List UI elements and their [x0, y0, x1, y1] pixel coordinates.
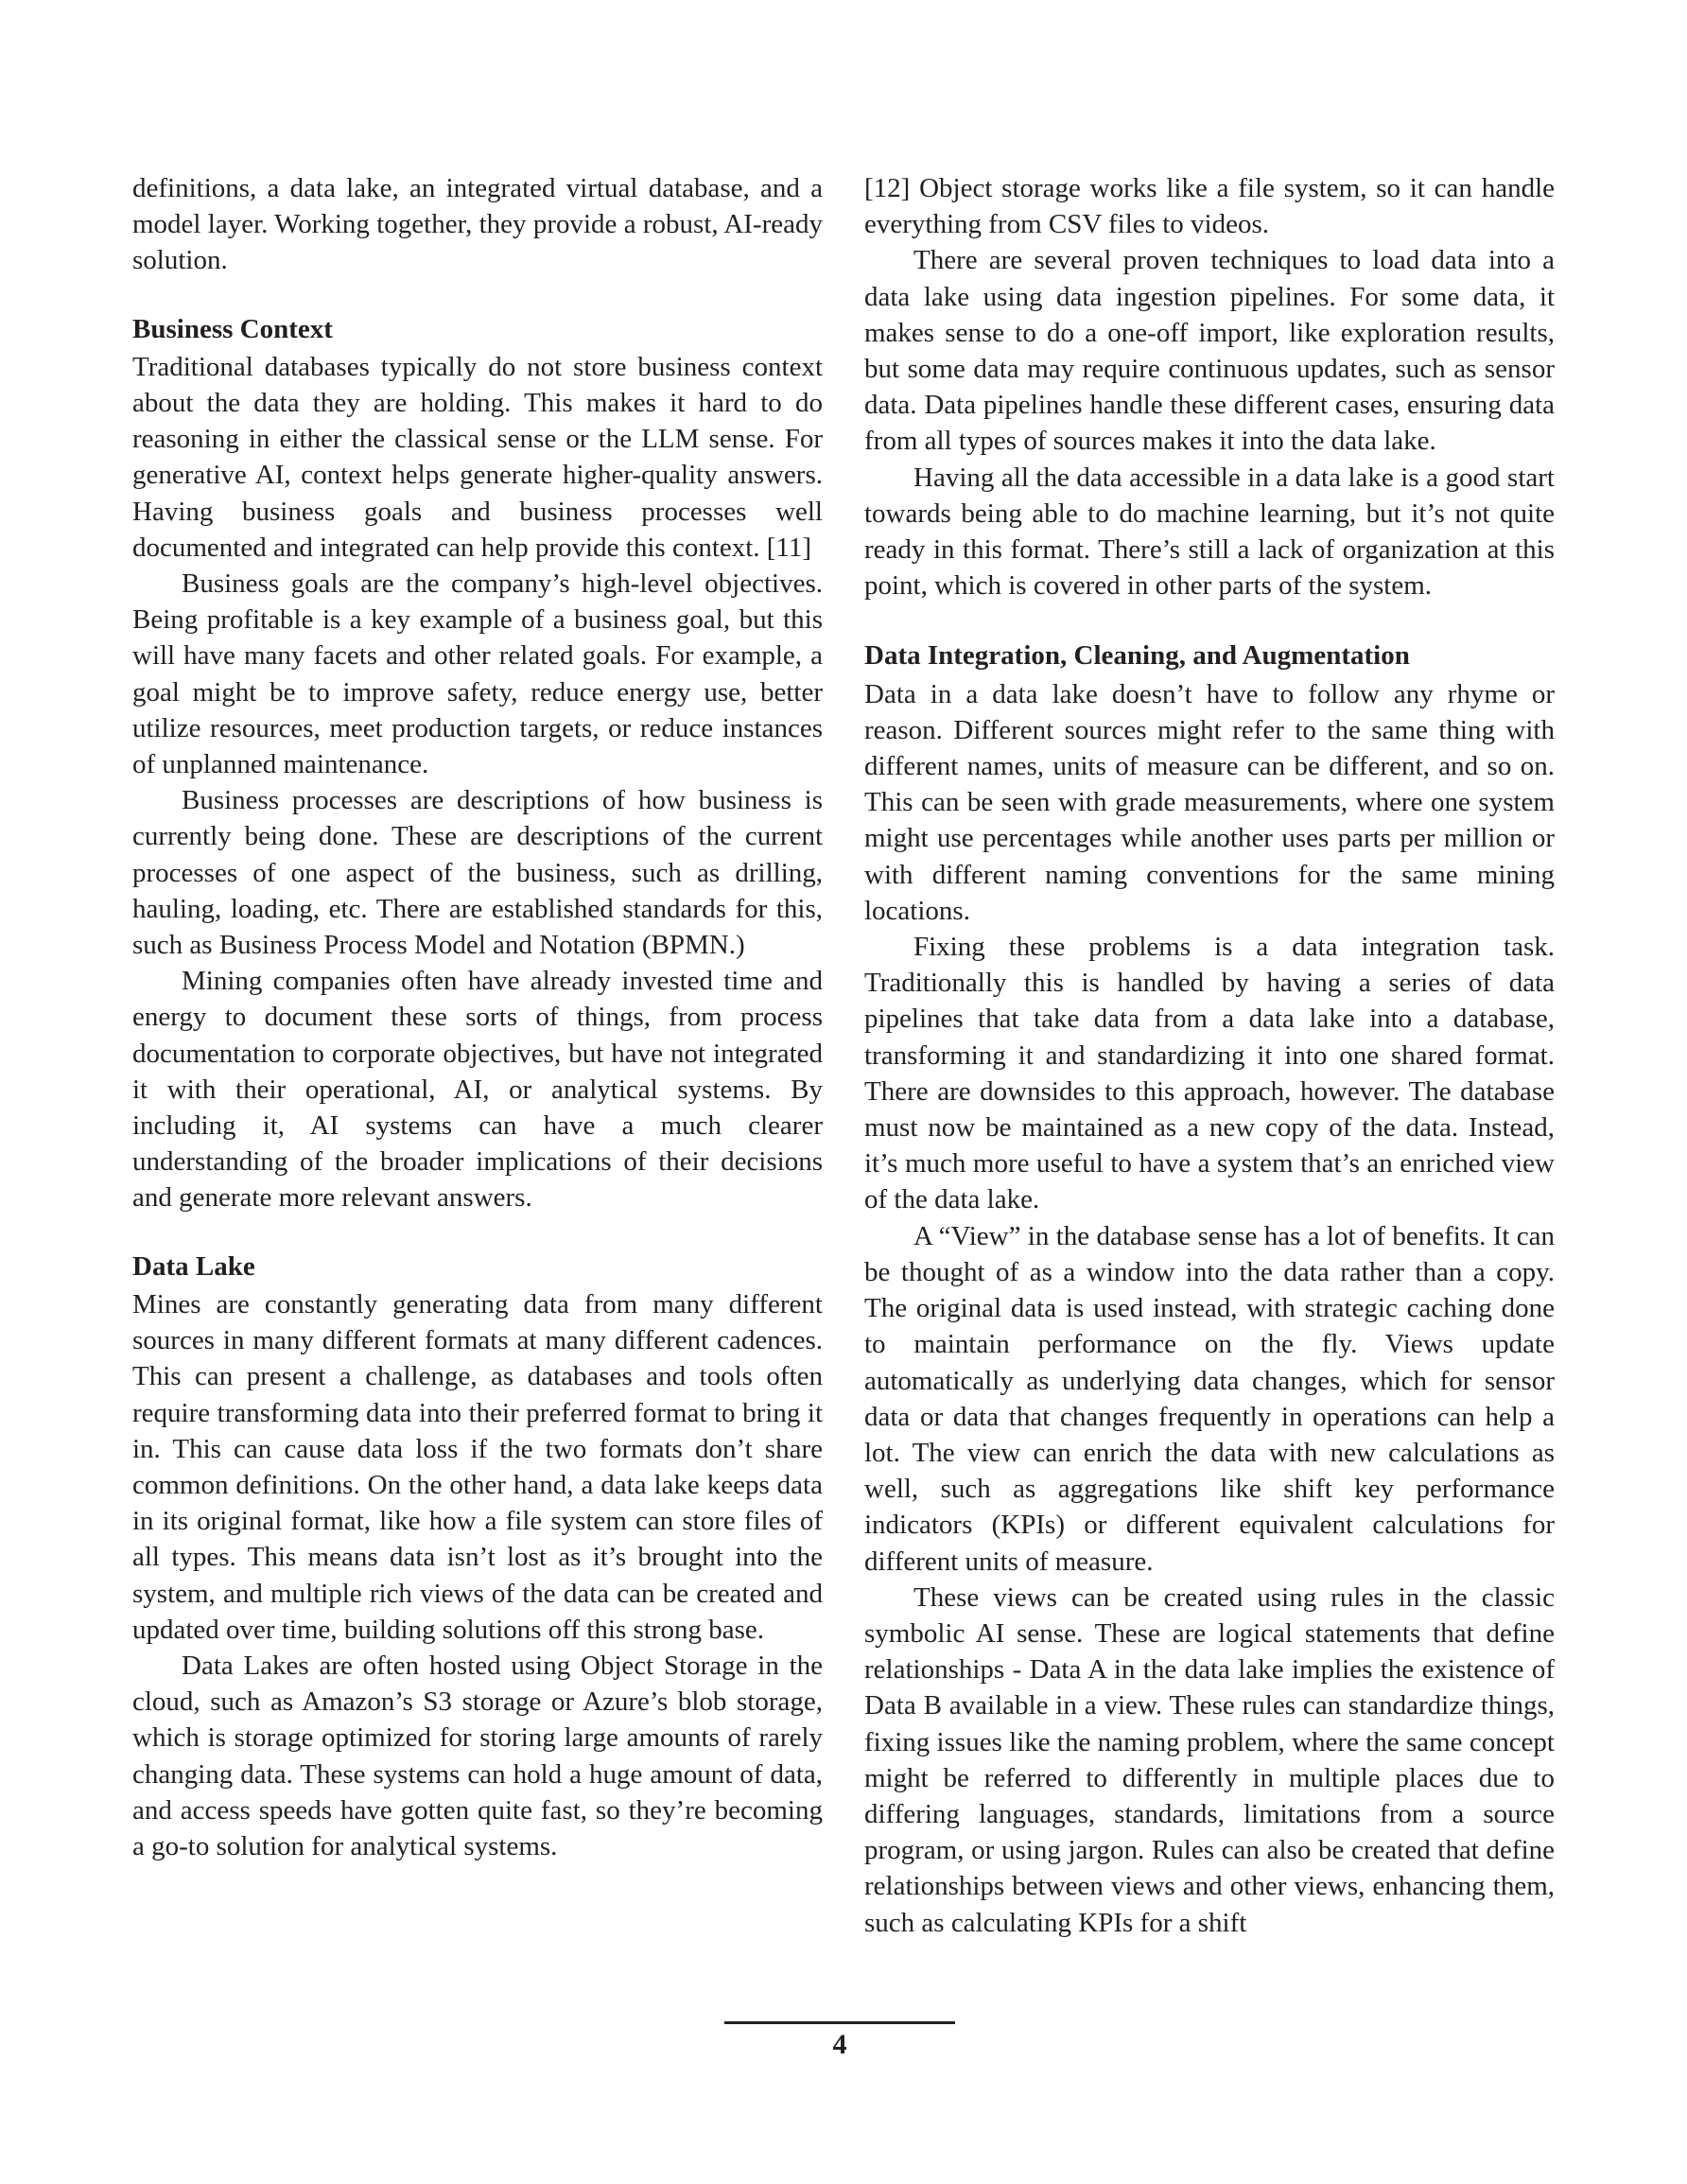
- paragraph: Business processes are descriptions of how business is currently being done. These are descriptions of the current processes of one aspect of the business, such as drilling, hauling, loading, etc. There are established standards for this, such as Business Process Model and Notation (BPMN.): [132, 785, 823, 961]
- paragraph: There are several proven techniques to load data into a data lake using data ingestion pipelines. For some data, it makes sense to do a one-off import, like exploration results, but some data may require continuous updates, such as sensor data. Data pipelines handle these different cases, ensuring data from all types of sources makes it into the data lake.: [864, 245, 1555, 457]
- paragraph: Data Lakes are often hosted using Object Storage in the cloud, such as Amazon’s S3 storage or Azure’s blob storage, which is storage optimized for storing large amounts of rarely changing data. These systems can hold a huge amount of data, and access speeds have gotten quite fast, so they’re becoming a go-to solution for analytical systems.: [132, 1650, 823, 1861]
- paragraph: Mining companies often have already invested time and energy to document these sorts of things, from process documentation to corporate objectives, but have not integrated it with their operational, AI, or analytical systems. By including it, AI systems can have a much clearer understanding of the broader implications of their decisions and generate more relevant answers.: [132, 966, 823, 1214]
- section-heading-business-context: Business Context: [132, 313, 333, 344]
- paragraph: A “View” in the database sense has a lot of benefits. It can be thought of as a window into the data rather than a copy. The original data is used instead, with strategic caching done to maintain performance on the fly. Views update automatically as underlying data changes, which for sensor data or data that changes frequently in operations can help a lot. The view can enrich the data with new calculations as well, such as aggregations like shift key performance indicators (KPIs) or different equivalent calculations for different units of measure.: [864, 1220, 1555, 1577]
- intro-paragraph: definitions, a data lake, an integrated virtual database, and a model layer. Working together, they provide a robust, AI-ready solution.: [132, 173, 823, 276]
- paragraph: Data in a data lake doesn’t have to follow any rhyme or reason. Different sources might refer to the same thing with different names, units of measure can be different, and so on. This can be seen with grade measurements, where one system might use percentages while another uses parts per million or with different naming conventions for the same mining locations.: [864, 678, 1555, 926]
- paragraph: Mines are constantly generating data from many different sources in many different formats at many different cadences. This can present a challenge, as databases and tools often require transforming data into their preferred format to bring it in. This can cause data loss if the two formats don’t share common definitions. On the other hand, a data lake keeps data in its original format, like how a file system can store files of all types. This means data isn’t lost as it’s brought into the system, and multiple rich views of the data can be created and updated over time, building solutions off this strong base.: [132, 1288, 823, 1645]
- paragraph: Fixing these problems is a data integration task. Traditionally this is handled by having a series of data pipelines that take data from a data lake into a database, transforming it and standardizing it into one shared format. There are downsides to this approach, however. The database must now be maintained as a new copy of the data. Instead, it’s much more useful to have a system that’s an enriched view of the data lake.: [864, 932, 1555, 1215]
- right-column: [864, 170, 1555, 1941]
- section-heading-data-integration: Data Integration, Cleaning, and Augmentation: [864, 640, 1410, 672]
- paragraph: Having all the data accessible in a data lake is a good start towards being able to do machine learning, but it’s not quite ready in this format. There’s still a lack of organization at this point, which is covered in other parts of the system.: [864, 462, 1555, 602]
- continuation-paragraph: [12] Object storage works like a file system, so it can handle everything from CSV files to videos.: [864, 173, 1555, 240]
- paragraph: Business goals are the company’s high-level objectives. Being profitable is a key example of a business goal, but this will have many facets and other related goals. For example, a goal might be to improve safety, reduce energy use, better utilize resources, meet production targets, or reduce instances of unplanned maintenance.: [132, 568, 823, 780]
- footer-rule: [724, 2021, 955, 2024]
- paragraph: Traditional databases typically do not store business context about the data they are holding. This makes it hard to do reasoning in either the classical sense or the LLM sense. For generative AI, context helps generate higher-quality answers. Having business goals and business processes well documented and integrated can help provide this context. [11]: [132, 351, 823, 563]
- paragraph: These views can be created using rules in the classic symbolic AI sense. These are logical statements that define relationships - Data A in the data lake implies the existence of Data B available in a view. These rules can standardize things, fixing issues like the naming problem, where the same concept might be referred to differently in multiple places due to differing languages, standards, limitations from a source program, or using jargon. Rules can also be created that define relationships between views and other views, enhancing them, such as calculating KPIs for a shift: [864, 1581, 1555, 1938]
- page-number: 4: [832, 2029, 847, 2060]
- left-column: [132, 170, 823, 1864]
- section-heading-data-lake: Data Lake: [132, 1250, 255, 1282]
